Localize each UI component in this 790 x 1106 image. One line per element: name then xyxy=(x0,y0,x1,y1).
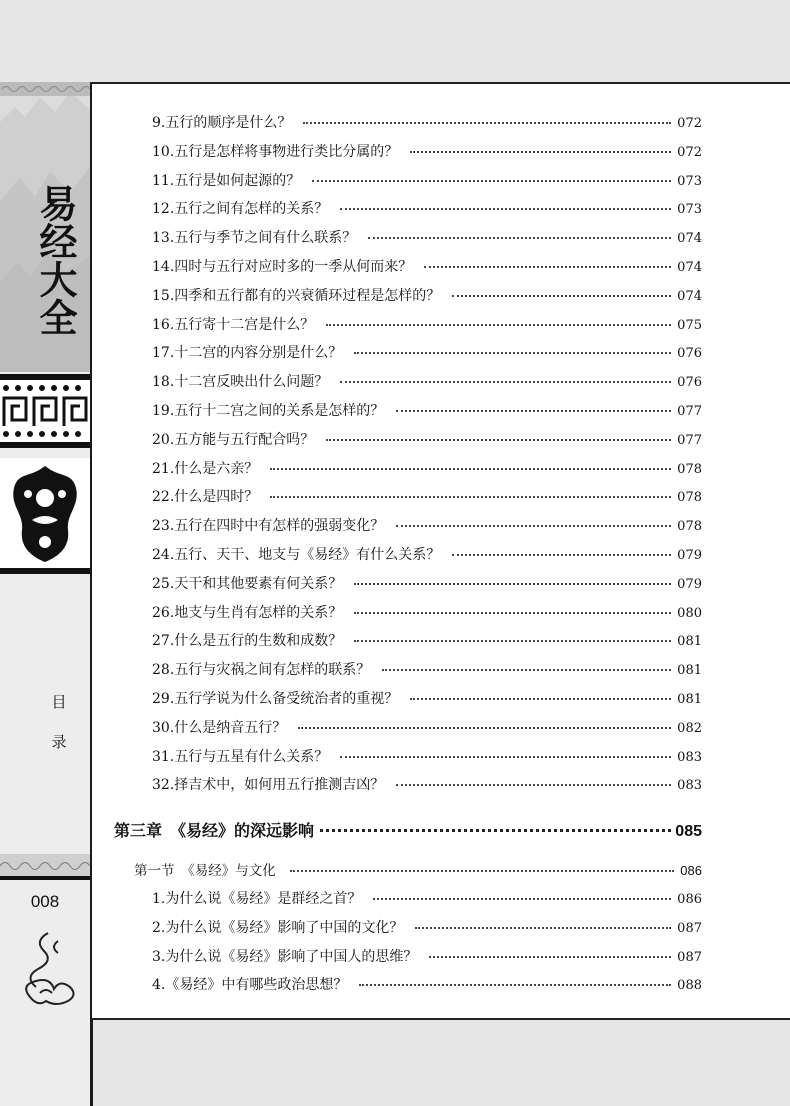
entry-page: 081 xyxy=(677,663,702,679)
entry-page: 072 xyxy=(677,144,702,160)
leader-dots xyxy=(396,784,671,786)
leader-dots xyxy=(415,927,671,929)
entry-title: 26.地支与生肖有怎样的关系？ xyxy=(152,604,343,621)
entry-page: 083 xyxy=(677,749,702,765)
entry-title: 23.五行在四时中有怎样的强弱变化？ xyxy=(152,518,385,535)
entry-title: 20.五方能与五行配合吗？ xyxy=(152,431,315,448)
entry-title: 21.什么是六亲？ xyxy=(152,460,259,477)
entry-title: 16.五行寄十二宫是什么？ xyxy=(152,316,315,333)
entry-title: 3.为什么说《易经》影响了中国人的思维？ xyxy=(152,948,418,965)
entry-page: 081 xyxy=(677,634,702,650)
entry-page: 078 xyxy=(677,490,702,506)
leader-dots xyxy=(354,583,671,585)
toc-entry[interactable] xyxy=(152,342,702,362)
toc-entry[interactable] xyxy=(152,371,702,391)
leader-dots xyxy=(354,612,671,614)
chapter-page: 085 xyxy=(675,823,702,840)
leader-dots xyxy=(452,295,671,297)
entry-page: 076 xyxy=(677,375,702,391)
section-heading[interactable] xyxy=(134,859,702,879)
toc-entry[interactable] xyxy=(152,717,702,737)
toc-entry[interactable] xyxy=(152,198,702,218)
toc-entry[interactable] xyxy=(152,458,702,478)
entry-page: 077 xyxy=(677,404,702,419)
toc-entry[interactable] xyxy=(152,486,702,506)
toc-entry[interactable] xyxy=(152,573,702,593)
leader-dots xyxy=(354,640,671,642)
entry-title: 24.五行、天干、地支与《易经》有什么关系？ xyxy=(152,547,441,563)
entry-page: 077 xyxy=(677,432,702,448)
leader-dots xyxy=(373,898,671,900)
entry-page: 075 xyxy=(677,317,702,333)
entry-title: 28.五行与灾祸之间有怎样的联系？ xyxy=(152,662,371,679)
leader-dots xyxy=(298,727,671,729)
toc-entry[interactable] xyxy=(152,774,702,794)
toc-label-mu: 目 xyxy=(51,693,67,711)
toc-entry[interactable] xyxy=(152,602,702,622)
entry-title: 9.五行的顺序是什么？ xyxy=(152,115,292,131)
toc-entry[interactable] xyxy=(152,285,702,305)
entry-page: 074 xyxy=(677,288,702,304)
leader-dots xyxy=(290,870,675,872)
toc-entry[interactable] xyxy=(152,256,702,276)
leader-dots xyxy=(396,525,671,527)
leader-dots xyxy=(410,151,671,153)
toc-entry[interactable] xyxy=(152,974,702,994)
leader-dots xyxy=(410,698,671,700)
leader-dots xyxy=(340,381,671,383)
wave-band xyxy=(0,854,90,880)
leader-dots xyxy=(326,439,671,441)
leader-dots xyxy=(270,496,671,498)
chapter-heading[interactable] xyxy=(114,818,702,841)
entry-title: 29.五行学说为什么备受统治者的重视？ xyxy=(152,691,399,707)
bottom-rule xyxy=(90,1018,790,1020)
entry-page: 074 xyxy=(677,231,702,247)
toc-entry[interactable] xyxy=(152,400,702,420)
entry-page: 080 xyxy=(677,605,702,621)
page-number: 008 xyxy=(30,892,60,911)
leader-dots xyxy=(340,208,671,210)
toc-page xyxy=(92,84,790,1018)
entry-page: 081 xyxy=(677,692,702,707)
entry-title: 18.十二宫反映出什么问题？ xyxy=(152,374,329,391)
leader-dots xyxy=(326,324,671,326)
toc-entry[interactable] xyxy=(152,746,702,766)
leader-dots xyxy=(396,410,671,412)
entry-title: 31.五行与五星有什么关系？ xyxy=(152,748,329,765)
ornament-motif xyxy=(0,458,90,574)
section-page: 086 xyxy=(680,863,702,878)
book-title-text: 易经大全 xyxy=(33,184,78,336)
toc-entry[interactable] xyxy=(152,917,702,937)
book-title xyxy=(30,160,80,360)
leader-dots xyxy=(382,669,671,671)
entry-page: 073 xyxy=(677,173,702,189)
entry-title: 19.五行十二宫之间的关系是怎样的？ xyxy=(152,403,385,419)
leader-dots xyxy=(429,956,671,958)
leader-dots xyxy=(424,266,671,268)
toc-entry[interactable] xyxy=(152,544,702,564)
entry-page: 079 xyxy=(677,548,702,563)
sidebar xyxy=(0,82,93,1106)
leader-dots xyxy=(312,180,671,182)
entry-page: 079 xyxy=(677,576,702,592)
entry-title: 32.择吉术中，如何用五行推测吉凶？ xyxy=(152,777,385,794)
greek-key-pattern xyxy=(0,374,90,448)
entry-page: 072 xyxy=(677,116,702,131)
toc-entry[interactable] xyxy=(152,630,702,650)
toc-entry[interactable] xyxy=(152,314,702,334)
entry-title: 13.五行与季节之间有什么联系？ xyxy=(152,230,357,247)
entry-page: 082 xyxy=(677,720,702,736)
entry-title: 14.四时与五行对应时多的一季从何而来？ xyxy=(152,259,413,275)
entry-title: 4.《易经》中有哪些政治思想？ xyxy=(152,977,348,994)
entry-title: 12.五行之间有怎样的关系？ xyxy=(152,201,329,218)
entry-title: 25.天干和其他要素有何关系？ xyxy=(152,575,343,592)
entry-title: 22.什么是四时？ xyxy=(152,489,259,506)
leader-dots xyxy=(452,554,671,556)
toc-entry[interactable] xyxy=(152,946,702,966)
entry-title: 2.为什么说《易经》影响了中国的文化？ xyxy=(152,919,404,936)
leader-dots xyxy=(303,122,671,124)
entry-page: 083 xyxy=(677,778,702,794)
entry-page: 073 xyxy=(677,202,702,218)
entry-title: 17.十二宫的内容分别是什么？ xyxy=(152,345,343,362)
entry-title: 1.为什么说《易经》是群经之首？ xyxy=(152,891,362,907)
leader-dots xyxy=(340,756,671,758)
toc-entry[interactable] xyxy=(152,170,702,190)
cloud-motif xyxy=(0,927,90,1017)
leader-dots xyxy=(354,352,671,354)
chapter-title: 第三章 《易经》的深远影响 xyxy=(114,821,315,840)
leader-dots xyxy=(368,237,671,239)
entry-page: 078 xyxy=(677,461,702,477)
entry-page: 074 xyxy=(677,260,702,275)
toc-entry[interactable] xyxy=(152,888,702,908)
toc-entry[interactable] xyxy=(152,112,702,132)
section-title: 第一节 《易经》与文化 xyxy=(134,863,276,879)
entry-title: 11.五行是如何起源的？ xyxy=(152,172,301,189)
toc-entry[interactable] xyxy=(152,659,702,679)
toc-entry[interactable] xyxy=(152,227,702,247)
entry-title: 30.什么是纳音五行？ xyxy=(152,719,287,736)
entry-page: 087 xyxy=(677,949,702,965)
entry-page: 088 xyxy=(677,978,702,994)
toc-entry[interactable] xyxy=(152,141,702,161)
entry-title: 10.五行是怎样将事物进行类比分属的？ xyxy=(152,143,399,160)
entry-page: 076 xyxy=(677,346,702,362)
toc-entry[interactable] xyxy=(152,688,702,708)
leader-dots xyxy=(270,468,671,470)
entry-page: 087 xyxy=(677,920,702,936)
entry-page: 078 xyxy=(677,519,702,535)
leader-dots xyxy=(359,984,671,986)
toc-label-lu: 录 xyxy=(51,733,67,751)
entry-page: 086 xyxy=(677,892,702,907)
leader-dots xyxy=(320,829,671,832)
entry-title: 15.四季和五行都有的兴衰循环过程是怎样的？ xyxy=(152,287,441,304)
toc-entry[interactable] xyxy=(152,429,702,449)
toc-entry[interactable] xyxy=(152,515,702,535)
entry-title: 27.什么是五行的生数和成数？ xyxy=(152,633,343,650)
